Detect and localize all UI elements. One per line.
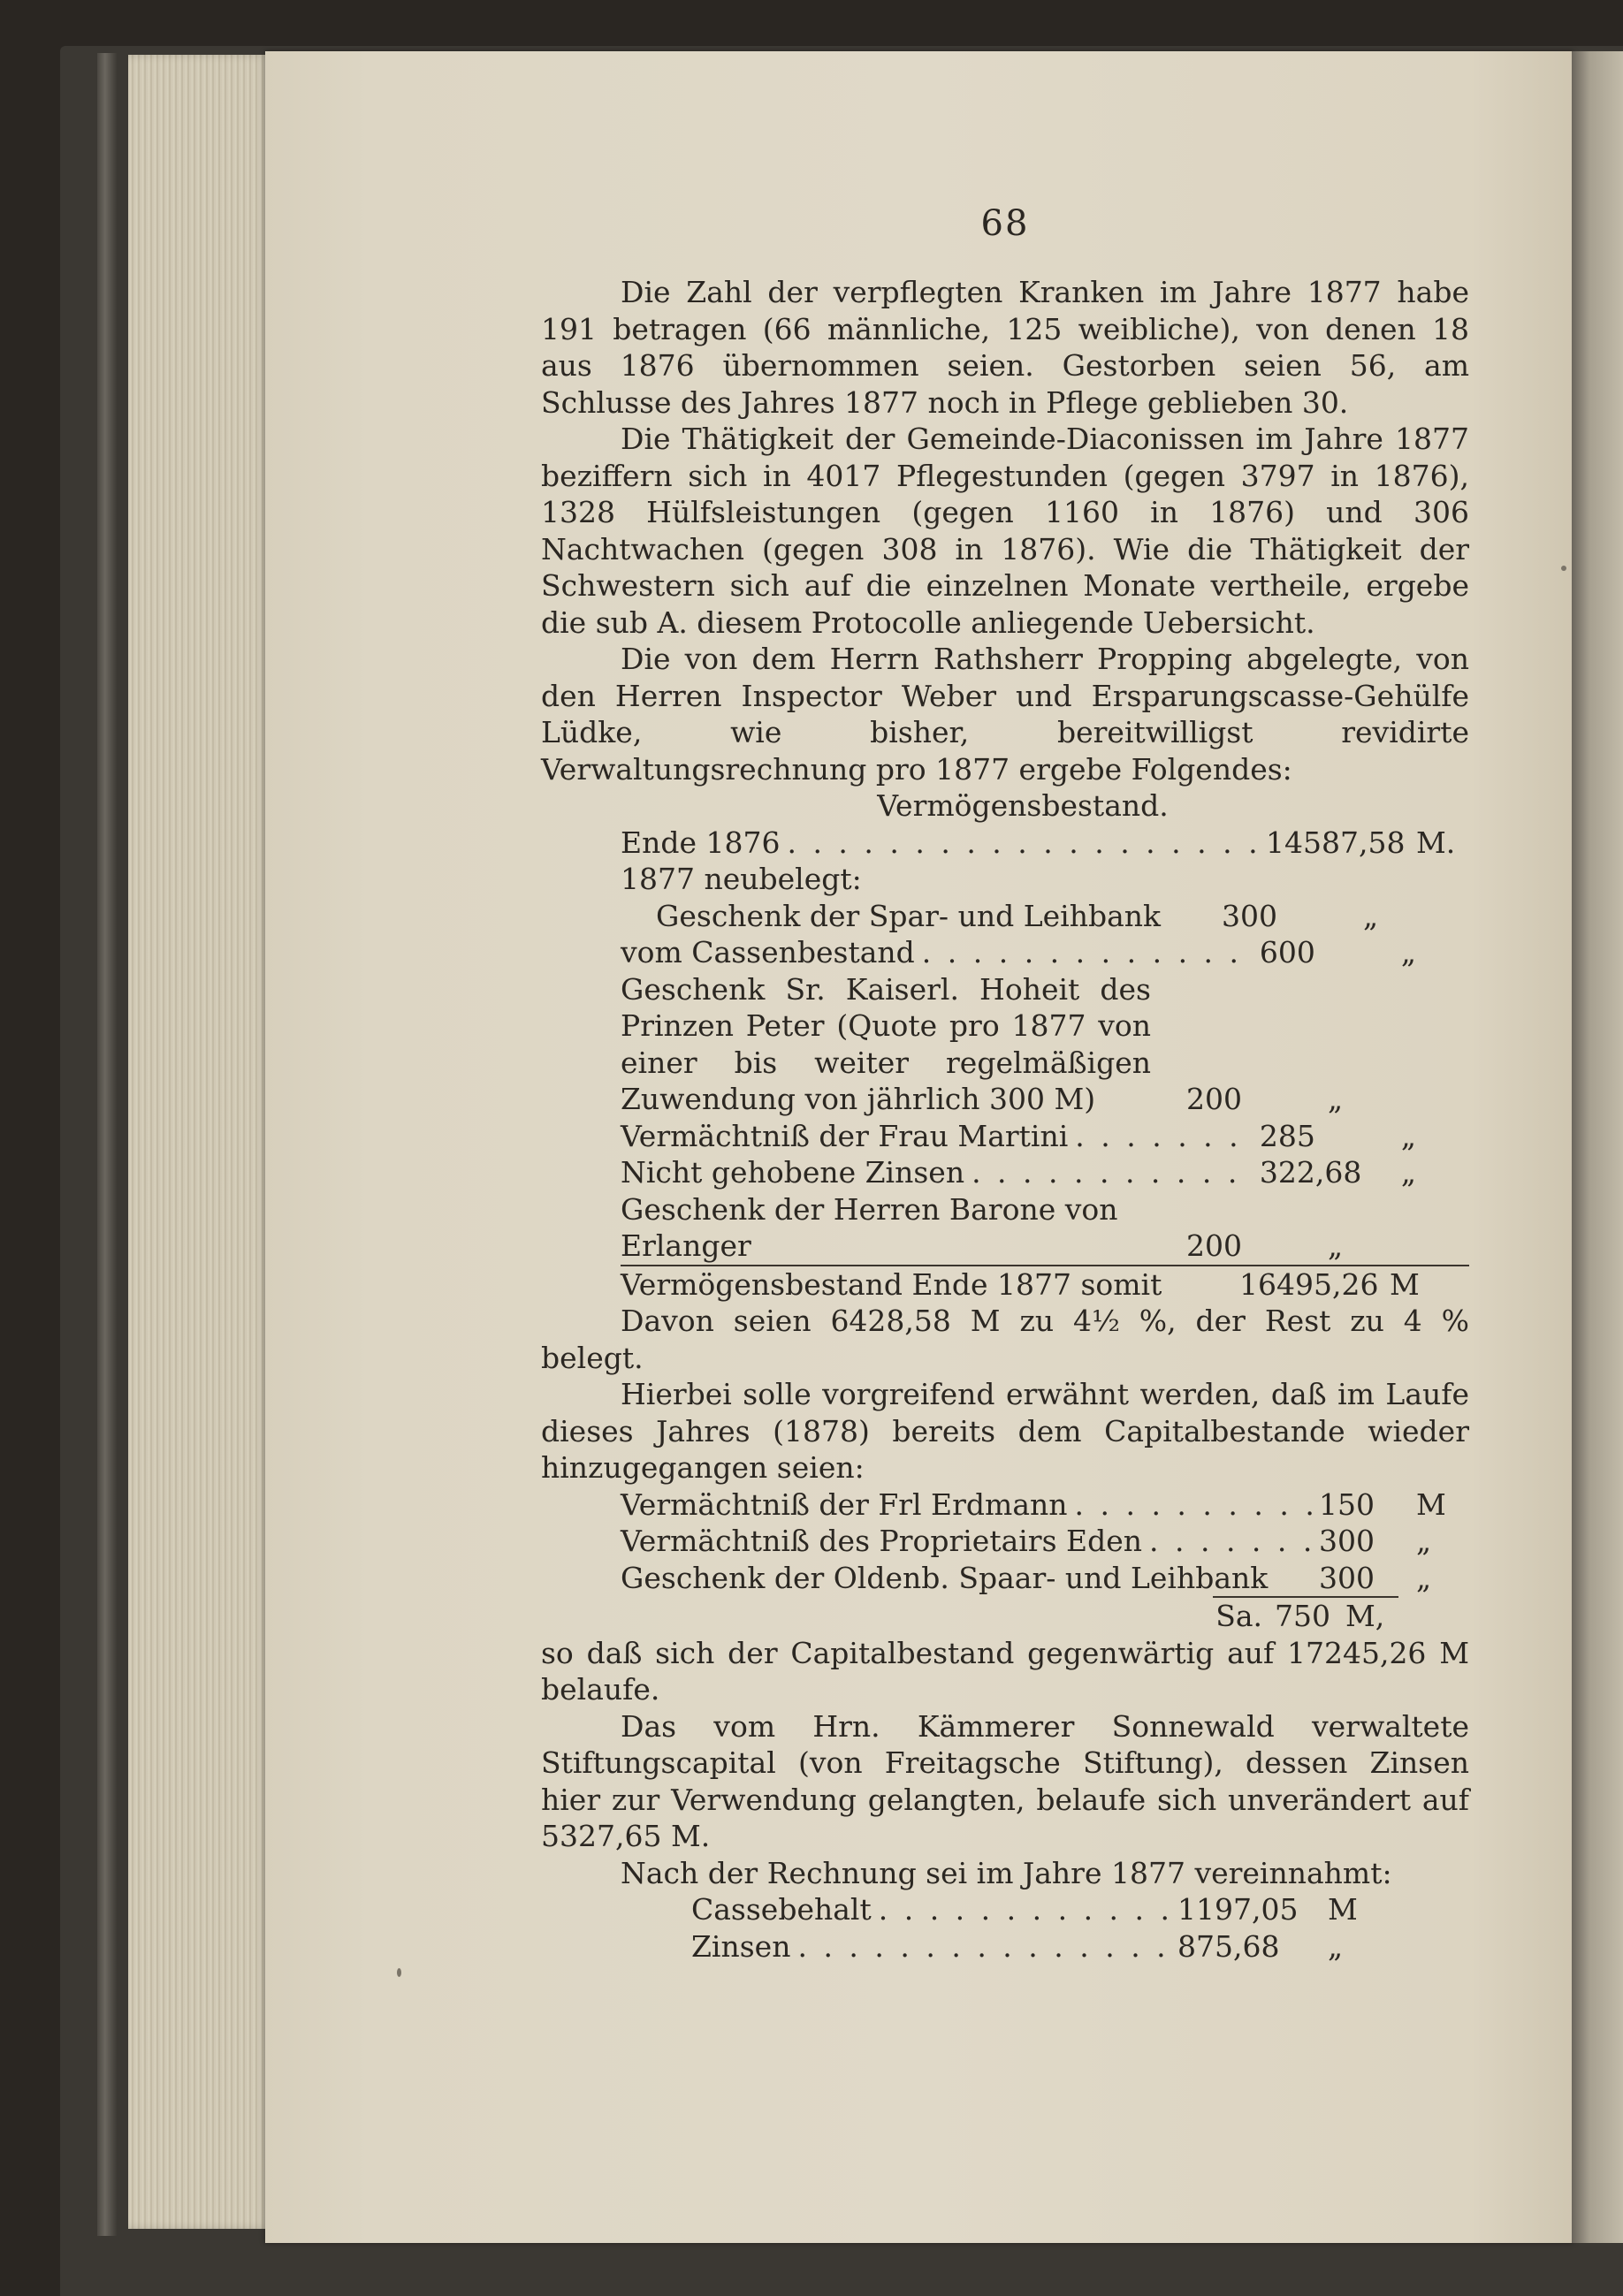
new-1877-label: 1877 neubelegt: [621, 862, 862, 896]
asset-label: Ende 1876 [621, 825, 781, 860]
asset-item: Geschenk der Spar- und Leihbank 300 „ [656, 898, 1379, 933]
additions-table [621, 1486, 1469, 1635]
paper-speck [397, 1968, 401, 1977]
receipt-item: Zinsen . . . 875,68 „ [691, 1928, 1363, 1965]
paragraph-accounts: Die von dem Herrn Rathsherr Propping abgelegte, von den Herren Inspector Weber und Ersparungscasse-Gehülfe Lüdke, wie bisher, bereitwilligst revidirte Verwaltungsrechnung pro 1877 ergebe Folgendes: [541, 642, 1469, 787]
paragraph-capital: so daß sich der Capitalbestand gegenwärtig auf 17245,26 M belaufe. [541, 1635, 1469, 1707]
paragraph-receipts: Nach der Rechnung sei im Jahre 1877 vereinnahmt: [621, 1855, 1392, 1890]
asset-amount: 14587,58 [1266, 825, 1406, 860]
heading-assets: Vermögensbestand. [877, 788, 1169, 823]
asset-item: Nicht gehobene Zinsen . . . 322,68 „ [621, 1154, 1416, 1191]
asset-item: Geschenk Sr. Kaiserl. Hoheit des Prinzen Peter (Quote pro 1877 von einer bis weiter regelmäßigen Zuwendung von jährlich 300 M) 200 „ [621, 971, 1344, 1116]
page-text [541, 177, 1469, 1965]
paragraph-deaconesses: Die Thätigkeit der Gemeinde-Diaconissen im Jahre 1877 beziffern sich in 4017 Pflegestunden (gegen 3797 in 1876), 1328 Hülfsleistungen (gegen 1160 in 1876) und 306 Nachtwachen (gegen 308 in 1876). Wie die Thätigkeit der Schwestern sich auf die einzelnen Monate vertheile, ergebe die sub A. diesem Protocolle anliegende Uebersicht. [541, 422, 1469, 640]
asset-item: vom Cassenbestand . . . 600 „ [621, 934, 1416, 971]
addition-item: Geschenk der Oldenb. Spaar- und Leihbank 300 „ [621, 1560, 1432, 1595]
book-spine-edge [97, 53, 117, 2236]
paper-speck [1561, 566, 1566, 571]
asset-row-end-1876 [621, 825, 1469, 862]
asset-items [621, 898, 1416, 1265]
asset-item: Geschenk der Herren Barone von Erlanger 200 „ [621, 1191, 1344, 1263]
addition-item: Vermächtniß des Proprietairs Eden . . . 300 „ [621, 1523, 1469, 1560]
paragraph-interest: Davon seien 6428,58 M zu 4½ %, der Rest zu 4 % belegt. [541, 1304, 1469, 1375]
receipt-item: Cassebehalt . . . 1197,05 M [691, 1891, 1363, 1928]
asset-total-row: Vermögensbestand Ende 1877 somit 16495,26 M [621, 1265, 1469, 1304]
addition-item: Vermächtniß der Frl Erdmann . . . 150 M [621, 1486, 1469, 1524]
asset-table [621, 825, 1469, 1304]
paragraph-1878-additions: Hierbei solle vorgreifend erwähnt werden, daß im Laufe dieses Jahres (1878) bereits dem Capitalbestande wieder hinzugegangen seien: [541, 1377, 1469, 1485]
paragraph-endowment: Das vom Hrn. Kämmerer Sonnewald verwaltete Stiftungscapital (von Freitagsche Stiftung), dessen Zinsen hier zur Verwendung gelangten, belaufe sich unverändert auf 5327,65 M. [541, 1708, 1469, 1853]
additions-sum-row: Sa. 750 M, [1213, 1596, 1398, 1635]
page-number: 68 [980, 203, 1030, 244]
receipts-table [691, 1891, 1363, 1965]
asset-unit: M. [1416, 825, 1456, 860]
asset-item: Vermächtniß der Frau Martini . . . 285 „ [621, 1118, 1416, 1155]
paragraph-patients: Die Zahl der verpflegten Kranken im Jahre 1877 habe 191 betragen (66 männliche, 125 weibliche), von denen 18 aus 1876 übernommen seien. Gestorben seien 56, am Schlusse des Jahres 1877 noch in Pflege geblieben 30. [541, 275, 1469, 420]
page-gutter [1572, 51, 1623, 2243]
stacked-page-edges [128, 55, 270, 2229]
